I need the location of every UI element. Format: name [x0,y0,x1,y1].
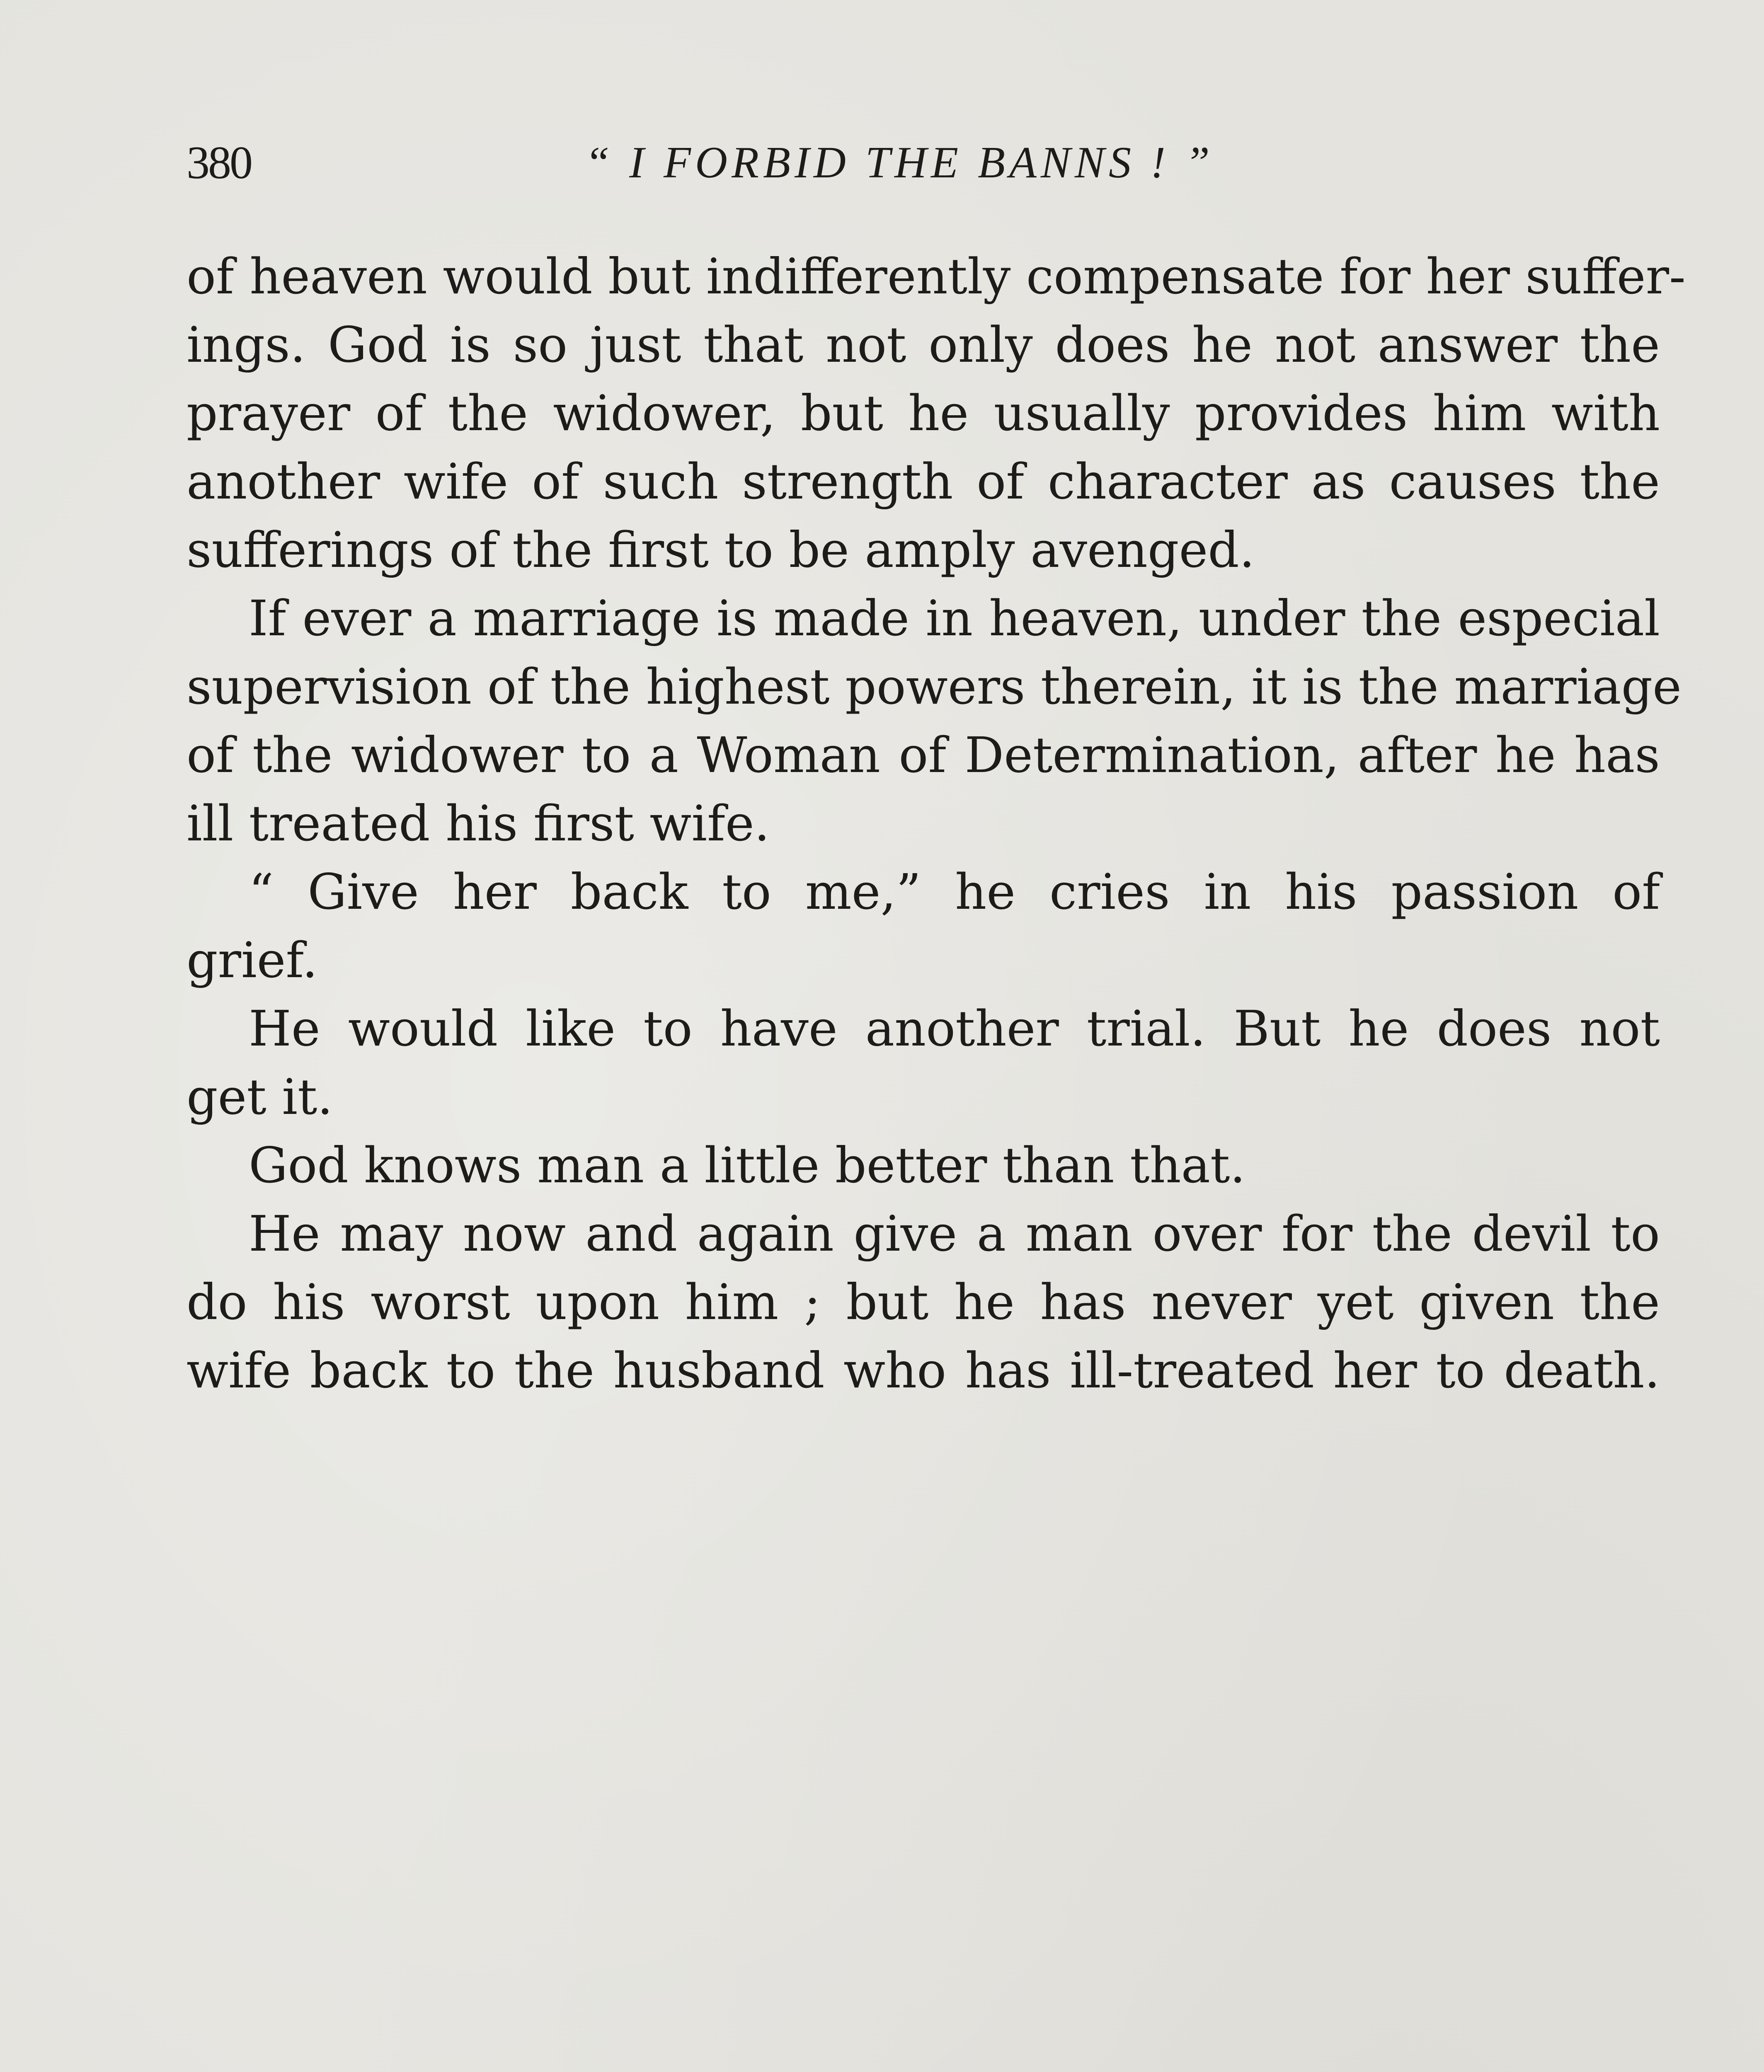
page-number: 380 [187,137,251,189]
text-line: He may now and again give a man over for the devil to [249,1205,1660,1262]
text-line: “ Give her back to me,” he cries in his passion of [249,863,1660,920]
text-line: ill treated his first wife. [187,795,770,852]
text-line: sufferings of the first to be amply avenged. [187,521,1255,579]
text-line: ings. God is so just that not only does he not answer the [187,316,1660,373]
body-text [187,242,1686,1405]
text-line: God knows man a little better than that. [249,1137,1245,1194]
text-line: grief. [187,932,318,989]
text-line: another wife of such strength of character as causes the [187,453,1660,510]
text-line: do his worst upon him ; but he has never yet given the [187,1273,1660,1331]
text-line: supervision of the highest powers therein, it is the marriage [187,658,1682,715]
text-line: prayer of the widower, but he usually provides him with [187,385,1660,442]
text-line: of heaven would but indifferently compensate for her suffer- [187,248,1686,305]
text-line: get it. [187,1068,333,1126]
text-line: He would like to have another trial. But he does not [249,1000,1660,1057]
running-title: “ I FORBID THE BANNS ! ” [585,138,1214,187]
running-head [187,132,1660,194]
text-line: of the widower to a Woman of Determination, after he has [187,726,1660,784]
text-line: wife back to the husband who has ill-treated her to death. [187,1342,1660,1399]
text-line: If ever a marriage is made in heaven, under the especial [249,590,1660,647]
